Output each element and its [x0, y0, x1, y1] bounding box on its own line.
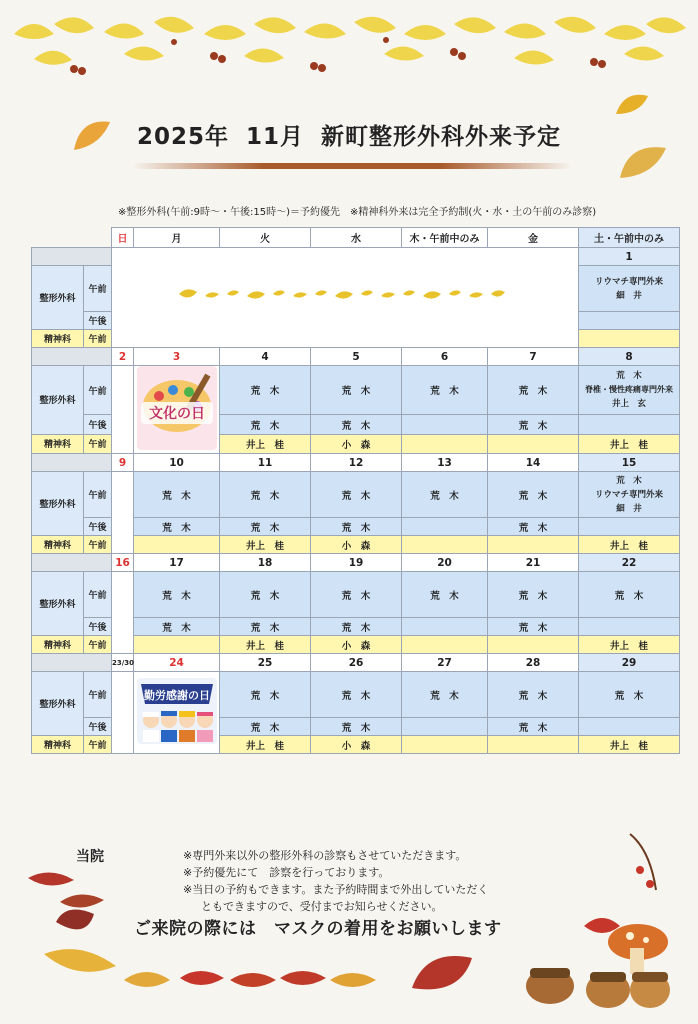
- label-ortho: 整形外科: [32, 672, 84, 736]
- schedule-cell: 荒 木: [134, 572, 220, 618]
- label-psych-am: 午前: [84, 536, 112, 554]
- schedule-cell: 荒 木: [311, 618, 402, 636]
- footer-note: ともできますので、受付までお知らせください。: [201, 900, 443, 913]
- schedule-cell: 荒 木: [220, 618, 311, 636]
- header-sat: 土・午前中のみ: [579, 228, 680, 248]
- date-cell: 23/30: [112, 654, 134, 672]
- sunday-closed-cell: [112, 672, 134, 754]
- date-cell: 22: [579, 554, 680, 572]
- schedule-cell: 荒 木: [220, 672, 311, 718]
- schedule-table: [31, 227, 680, 754]
- label-pm: 午後: [84, 415, 112, 434]
- date-cell: 24: [134, 654, 220, 672]
- week5-am-row: [32, 672, 680, 718]
- schedule-cell: 荒 木: [488, 415, 579, 434]
- schedule-cell: 荒 木: [402, 572, 488, 618]
- label-psych-am: 午前: [84, 736, 112, 754]
- week1-date-row: [32, 248, 680, 266]
- schedule-cell: 小 森: [311, 536, 402, 554]
- schedule-cell: 井上 桂: [220, 636, 311, 654]
- label-psych: 精神科: [32, 330, 84, 348]
- schedule-cell: 荒 木: [402, 472, 488, 518]
- schedule-cell: 小 森: [311, 636, 402, 654]
- title-month: 11月: [246, 124, 305, 150]
- label-am: 午前: [84, 266, 112, 312]
- date-cell: 14: [488, 454, 579, 472]
- footer-note: ※専門外来以外の整形外科の診察もさせていただきます。: [183, 849, 467, 862]
- schedule-cell: 荒 木: [220, 366, 311, 415]
- schedule-cell: 井上 桂: [579, 434, 680, 453]
- doctor-name: 荒 木: [616, 371, 642, 382]
- schedule-cell: 荒 木: [488, 672, 579, 718]
- schedule-cell: 荒 木: [488, 618, 579, 636]
- label-psych: 精神科: [32, 536, 84, 554]
- label-ortho: 整形外科: [32, 266, 84, 330]
- header-wed: 水: [311, 228, 402, 248]
- schedule-cell: 荒 木: [488, 518, 579, 536]
- schedule-cell: 小 森: [311, 434, 402, 453]
- ginkgo-border-decoration: [175, 286, 515, 306]
- weekday-header-row: [32, 228, 680, 248]
- footer-notes: [183, 847, 488, 915]
- schedule-cell: [488, 536, 579, 554]
- header-thu: 木・午前中のみ: [402, 228, 488, 248]
- header-sun: 日: [112, 228, 134, 248]
- schedule-cell: 荒 木: [488, 472, 579, 518]
- schedule-cell: 荒 木: [311, 572, 402, 618]
- schedule-cell: [402, 736, 488, 754]
- schedule-cell: 井上 桂: [220, 434, 311, 453]
- schedule-cell: [579, 312, 680, 330]
- date-cell: 13: [402, 454, 488, 472]
- date-cell: 9: [112, 454, 134, 472]
- date-cell: 5: [311, 348, 402, 366]
- week2-am-row: [32, 366, 680, 415]
- schedule-cell: [134, 536, 220, 554]
- sunday-closed-cell: [112, 366, 134, 454]
- holiday-cell: [134, 672, 220, 754]
- schedule-cell: [579, 266, 680, 312]
- schedule-cell: 小 森: [311, 736, 402, 754]
- doctor-name: 荒 木: [616, 475, 642, 486]
- schedule-cell: 荒 木: [134, 618, 220, 636]
- label-psych-am: 午前: [84, 330, 112, 348]
- week1-empty-area: [112, 248, 579, 348]
- schedule-cell: 井上 桂: [579, 536, 680, 554]
- date-cell: 2: [112, 348, 134, 366]
- date-cell: 17: [134, 554, 220, 572]
- doctor-name: 細 井: [616, 290, 642, 301]
- date-cell: 29: [579, 654, 680, 672]
- schedule-cell: 荒 木: [311, 518, 402, 536]
- label-psych: 精神科: [32, 736, 84, 754]
- label-am: 午前: [84, 672, 112, 718]
- date-cell: 27: [402, 654, 488, 672]
- schedule-cell: [134, 636, 220, 654]
- date-cell: 3: [134, 348, 220, 366]
- week4-date-row: [32, 554, 680, 572]
- schedule-cell: [402, 636, 488, 654]
- schedule-cell: [402, 415, 488, 434]
- schedule-cell: [402, 618, 488, 636]
- culture-day-icon: [137, 366, 217, 450]
- header-fri: 金: [488, 228, 579, 248]
- schedule-cell: [579, 330, 680, 348]
- label-ortho: 整形外科: [32, 472, 84, 536]
- date-cell: 6: [402, 348, 488, 366]
- autumn-mushroom-acorn-decoration: [500, 830, 690, 1020]
- schedule-cell: 荒 木: [402, 672, 488, 718]
- leaf-icon: [408, 944, 478, 1000]
- schedule-cell: 荒 木: [220, 415, 311, 434]
- schedule-cell: [579, 718, 680, 736]
- date-cell: 1: [579, 248, 680, 266]
- footer-note: ※予約優先にて 診察を行っております。: [183, 866, 390, 879]
- title-block: [0, 118, 698, 151]
- schedule-cell: [402, 518, 488, 536]
- week3-date-row: [32, 454, 680, 472]
- schedule-cell: 荒 木: [134, 518, 220, 536]
- week2-date-row: [32, 348, 680, 366]
- holiday-cell: [134, 366, 220, 454]
- schedule-cell: 荒 木: [579, 572, 680, 618]
- schedule-cell: 荒 木: [134, 472, 220, 518]
- schedule-cell: [579, 366, 680, 415]
- label-ortho: 整形外科: [32, 572, 84, 636]
- label-am: 午前: [84, 572, 112, 618]
- mask-notice: ご来院の際には マスクの着用をお願いします: [134, 919, 502, 939]
- label-pm: 午後: [84, 618, 112, 636]
- schedule-cell: [579, 618, 680, 636]
- schedule-cell: [488, 636, 579, 654]
- hours-note: ※整形外科(午前:9時～・午後:15時～)＝予約優先 ※精神科外来は完全予約制(火・水・土の午前のみ診察): [118, 207, 597, 218]
- label-psych: 精神科: [32, 636, 84, 654]
- specialty-label: リウマチ専門外来: [594, 489, 663, 500]
- doctor-name: リウマチ専門外来: [594, 276, 663, 287]
- date-cell: 16: [112, 554, 134, 572]
- label-pm: 午後: [84, 718, 112, 736]
- date-cell: 7: [488, 348, 579, 366]
- date-cell: 26: [311, 654, 402, 672]
- schedule-cell: [488, 434, 579, 453]
- label-am: 午前: [84, 472, 112, 518]
- schedule-cell: 荒 木: [402, 366, 488, 415]
- schedule-cell: 井上 桂: [579, 636, 680, 654]
- date-cell: 20: [402, 554, 488, 572]
- date-cell: 12: [311, 454, 402, 472]
- schedule-cell: 荒 木: [220, 718, 311, 736]
- autumn-leaves-left-decoration: [20, 862, 130, 1022]
- date-cell: 11: [220, 454, 311, 472]
- sunday-closed-cell: [112, 472, 134, 554]
- schedule-cell: [402, 718, 488, 736]
- week5-date-row: [32, 654, 680, 672]
- schedule-cell: 荒 木: [488, 718, 579, 736]
- schedule-cell: 荒 木: [311, 415, 402, 434]
- doctor-name: 細 井: [616, 503, 642, 514]
- label-pm: 午後: [84, 518, 112, 536]
- sunday-closed-cell: [112, 572, 134, 654]
- date-cell: 19: [311, 554, 402, 572]
- label-ortho: 整形外科: [32, 366, 84, 435]
- schedule-cell: [579, 518, 680, 536]
- title-underline: [132, 163, 572, 169]
- schedule-cell: 荒 木: [311, 672, 402, 718]
- schedule-cell: 荒 木: [311, 472, 402, 518]
- holiday-label: 勤労感謝の日: [143, 689, 210, 702]
- date-cell: 15: [579, 454, 680, 472]
- page-title: [133, 118, 565, 151]
- ginkgo-leaf-icon: [612, 90, 652, 120]
- label-psych-am: 午前: [84, 434, 112, 453]
- doctor-name: 井上 玄: [611, 399, 646, 410]
- date-cell: 10: [134, 454, 220, 472]
- schedule-cell: 井上 桂: [220, 536, 311, 554]
- schedule-cell: 荒 木: [220, 472, 311, 518]
- schedule-cell: 荒 木: [311, 366, 402, 415]
- schedule-cell: [402, 434, 488, 453]
- date-cell: 8: [579, 348, 680, 366]
- date-cell: 18: [220, 554, 311, 572]
- label-psych-am: 午前: [84, 636, 112, 654]
- title-year: 2025年: [136, 124, 229, 150]
- schedule-cell: 荒 木: [579, 672, 680, 718]
- date-cell: 28: [488, 654, 579, 672]
- week3-am-row: [32, 472, 680, 518]
- week4-am-row: [32, 572, 680, 618]
- specialty-label: 脊椎・慢性疼痛専門外来: [585, 385, 673, 395]
- date-cell: 25: [220, 654, 311, 672]
- schedule-cell: [488, 736, 579, 754]
- schedule-cell: 荒 木: [311, 718, 402, 736]
- date-cell: 21: [488, 554, 579, 572]
- schedule-cell: 荒 木: [488, 572, 579, 618]
- title-name: 新町整形外科外来予定: [321, 124, 562, 150]
- header-mon: 月: [134, 228, 220, 248]
- label-pm: 午後: [84, 312, 112, 330]
- schedule-cell: 荒 木: [488, 366, 579, 415]
- header-tue: 火: [220, 228, 311, 248]
- schedule-cell: [579, 472, 680, 518]
- footer-heading: 当院: [76, 849, 104, 865]
- label-am: 午前: [84, 366, 112, 415]
- ginkgo-garland-decoration: [14, 14, 686, 86]
- schedule-cell: 井上 桂: [579, 736, 680, 754]
- footer-note: ※当日の予約もできます。また予約時間まで外出していただく: [183, 883, 489, 896]
- autumn-leaves-bottom-decoration: [120, 950, 380, 1010]
- schedule-cell: 荒 木: [220, 572, 311, 618]
- label-psych: 精神科: [32, 434, 84, 453]
- schedule-cell: [579, 415, 680, 434]
- holiday-label: 文化の日: [148, 406, 205, 422]
- schedule-cell: 荒 木: [220, 518, 311, 536]
- schedule-cell: 井上 桂: [220, 736, 311, 754]
- schedule-cell: [402, 536, 488, 554]
- date-cell: 4: [220, 348, 311, 366]
- labor-thanksgiving-icon: [137, 678, 217, 744]
